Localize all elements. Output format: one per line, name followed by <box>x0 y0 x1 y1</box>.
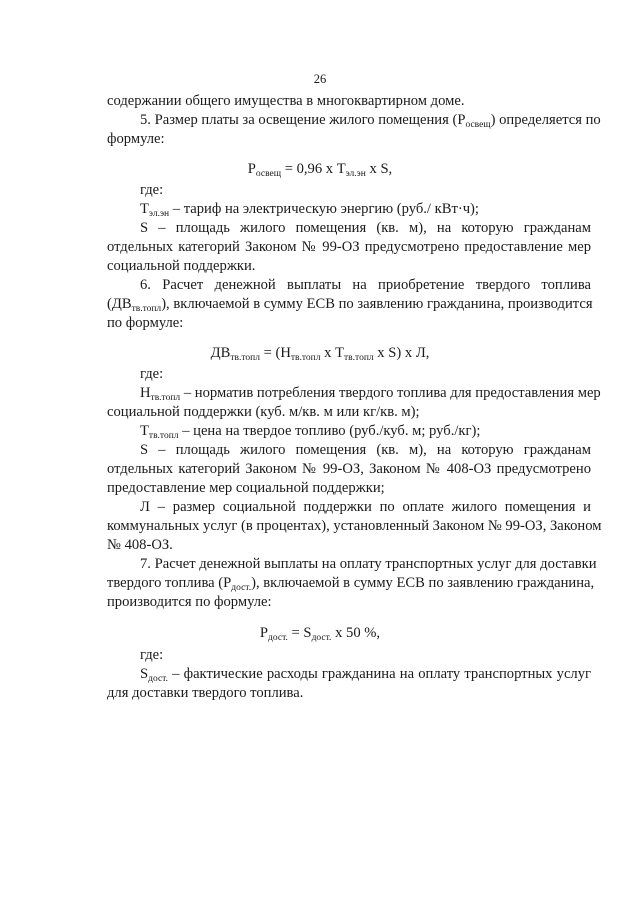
text-line: № 408-ОЗ. <box>107 537 173 553</box>
text-line: социальной поддержки (куб. м/кв. м или кг/кв. м); <box>107 404 420 420</box>
text-line: формуле: <box>107 131 165 147</box>
text-line: отдельных категорий Законом № 99-ОЗ, Законом № 408-ОЗ предусмотрено <box>107 461 591 477</box>
formula-lighting-fee: $Р_{освещ} = 0,96$ х $Т_{эл.эн}$ х S, <box>247 161 393 179</box>
text-line: $(ДВ_{тв.топл})$, включаемой в сумму ЕСВ по заявлению гражданина, производится <box>107 296 593 314</box>
paragraph-7-start: 7. Расчет денежной выплаты на оплату транспортных услуг для доставки <box>140 556 597 572</box>
text-line: отдельных категорий Законом № 99-ОЗ предусмотрено предоставление мер <box>107 239 591 255</box>
paragraph-6-start: 6. Расчет денежной выплаты на приобретение твердого топлива <box>140 277 591 293</box>
definition-line: $Т_{тв.топл}$ – цена на твердое топливо (руб./куб. м; руб./кг); <box>140 423 481 441</box>
definition-line: $S_{дост.}$ – фактические расходы гражданина на оплату транспортных услуг <box>140 666 591 684</box>
definition-line: S – площадь жилого помещения (кв. м), на которую гражданам <box>140 220 591 236</box>
text-line: производится по формуле: <box>107 594 272 610</box>
paragraph-5-start: 5. Размер платы за освещение жилого помещения $(Р_{освещ})$ определяется по <box>140 112 601 130</box>
definition-line: Л – размер социальной поддержки по оплате жилого помещения и <box>140 499 591 515</box>
page-number: 26 <box>313 72 327 86</box>
definition-line: S – площадь жилого помещения (кв. м), на которую гражданам <box>140 442 591 458</box>
definition-line: $Н_{тв.топл}$ – норматив потребления твердого топлива для предоставления мер <box>140 385 601 403</box>
text-line: коммунальных услуг (в процентах), установленный Законом № 99-ОЗ, Законом <box>107 518 602 534</box>
text-line: твердого топлива $(Р_{дост.})$, включаемой в сумму ЕСВ по заявлению гражданина, <box>107 575 595 593</box>
definition-line: $Т_{эл.эн}$ – тариф на электрическую энергию (руб./ кВт·ч); <box>140 201 479 219</box>
where-label: где: <box>140 182 164 198</box>
text-line: по формуле: <box>107 315 184 331</box>
text-line: предоставление мер социальной поддержки; <box>107 480 385 496</box>
text-line: социальной поддержки. <box>107 258 256 274</box>
text-line: для доставки твердого топлива. <box>107 685 304 701</box>
formula-delivery: $Р_{дост.} = S_{дост.}$ х 50 %, <box>259 625 381 643</box>
where-label: где: <box>140 366 164 382</box>
text-line: содержании общего имущества в многоквартирном доме. <box>107 93 465 109</box>
formula-solid-fuel: $ДВ_{тв.топл} = (Н_{тв.топл}$ х $Т_{тв.топл}$ х S) х Л, <box>210 345 430 363</box>
where-label: где: <box>140 647 164 663</box>
